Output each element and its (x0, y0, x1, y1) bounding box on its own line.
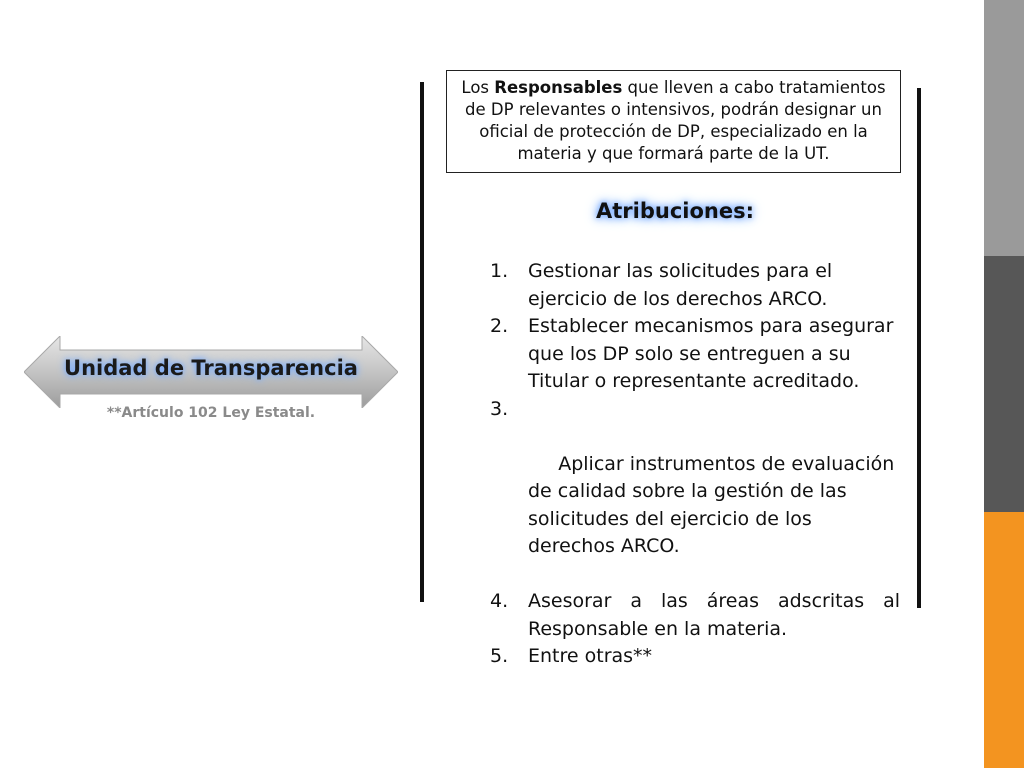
intro-box (446, 70, 901, 173)
list-item-number: 2. (490, 315, 509, 337)
list-item (486, 313, 900, 396)
list-item-number: 1. (490, 260, 509, 282)
section-heading: Atribuciones: (596, 199, 754, 223)
list-item-number: 5. (490, 645, 509, 667)
left-bracket-line (420, 82, 424, 602)
list-item-text: Asesorar a las áreas adscritas al Responsable en la materia. (528, 590, 900, 640)
list-item-text: Aplicar instrumentos de evaluación de calidad sobre la gestión de las solicitudes del ejercicio de los derechos ARCO. (528, 452, 901, 557)
intro-prefix: Los (461, 78, 495, 97)
list-item-text: Entre otras** (528, 645, 653, 667)
footnote: **Artículo 102 Ley Estatal. (106, 405, 316, 421)
side-strip-gray (984, 0, 1024, 256)
list-item (486, 258, 900, 313)
double-arrow-shape (24, 336, 398, 408)
arrow-label: Unidad de Transparencia (64, 356, 358, 380)
right-bracket-line (917, 88, 921, 608)
list-item (486, 396, 900, 589)
list-item-number: 3. (490, 397, 509, 420)
attributions-list (486, 258, 900, 671)
intro-bold: Responsables (494, 78, 623, 97)
side-strip-orange (984, 512, 1024, 768)
list-item-text: Establecer mecanismos para asegurar que los DP solo se entreguen a su Titular o representante acreditado. (528, 315, 894, 392)
list-item (486, 643, 900, 671)
list-item (486, 588, 900, 643)
list-item-number: 4. (490, 590, 509, 612)
intro-suffix: que lleven a cabo tratamientos de DP relevantes o intensivos, podrán designar un oficial de protección de DP, especializado en la materia y que formará parte de la UT. (465, 78, 886, 163)
list-item-text: Gestionar las solicitudes para el ejercicio de los derechos ARCO. (528, 260, 833, 310)
side-strip-dark (984, 256, 1024, 512)
